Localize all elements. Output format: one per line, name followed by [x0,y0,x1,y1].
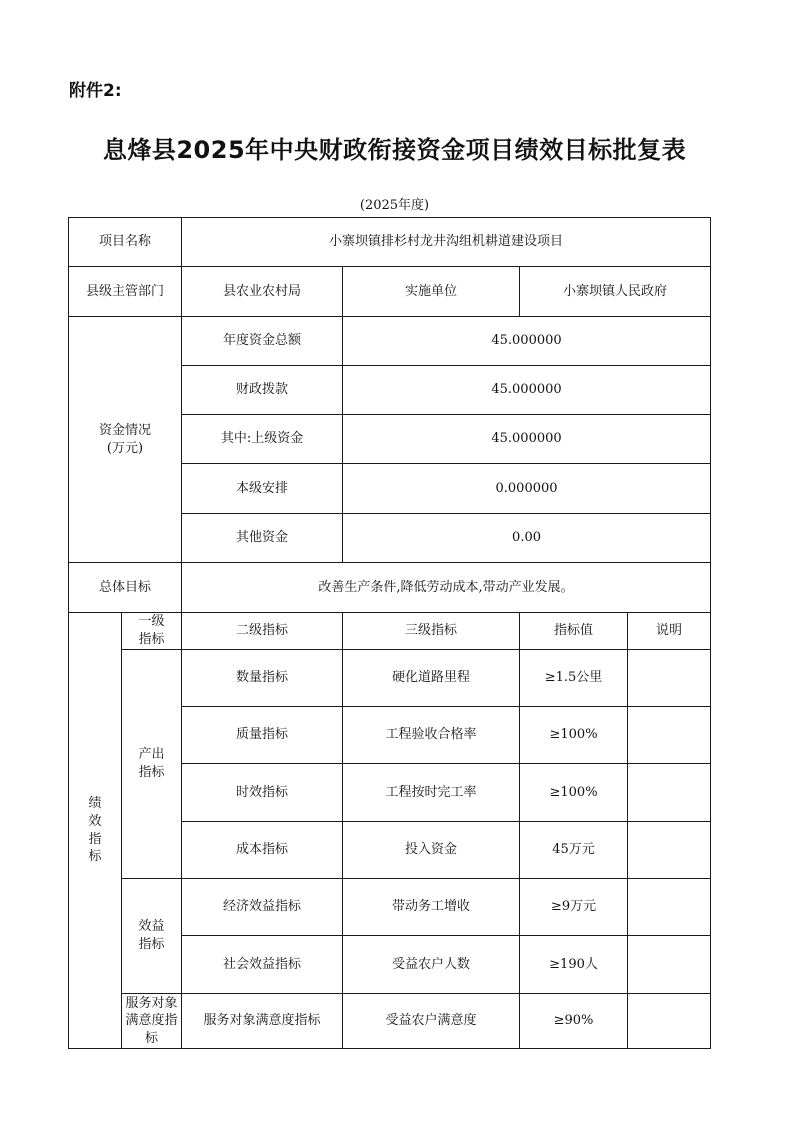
level2-cell: 时效指标 [182,764,343,822]
funds-label-line2: (万元) [106,440,144,456]
note-cell [628,822,711,879]
funds-row-label: 其他资金 [182,514,343,563]
level2-cell: 质量指标 [182,707,343,764]
funds-row [69,317,711,366]
note-cell [628,707,711,764]
indicator-row [69,879,711,936]
value-cell: ≥100% [520,764,628,822]
level2-cell: 数量指标 [182,650,343,707]
value-cell: ≥90% [520,994,628,1049]
note-cell [628,764,711,822]
project-name-value: 小寨坝镇排杉村龙井沟组机耕道建设项目 [182,218,711,267]
performance-table [68,217,711,1049]
funds-label-line1: 资金情况 [99,422,152,438]
project-name-label: 项目名称 [69,218,182,267]
page-title: 息烽县2025年中央财政衔接资金项目绩效目标批复表 [102,136,687,164]
note-cell [628,936,711,994]
output-label-line2: 指标 [138,765,165,780]
value-cell: ≥1.5公里 [520,650,628,707]
performance-label-char: 标 [88,849,102,865]
funds-row-label: 其中:上级资金 [182,415,343,464]
note-cell [628,994,711,1049]
level1-header [122,613,182,650]
value-header: 指标值 [520,613,628,650]
benefit-indicators-label [122,879,182,994]
department-row [69,267,711,317]
funds-label [69,317,182,563]
funds-row-label: 财政拨款 [182,366,343,415]
funds-row-value: 45.000000 [343,366,711,415]
output-indicators-label [122,650,182,879]
value-cell: ≥9万元 [520,879,628,936]
level3-cell: 硬化道路里程 [343,650,520,707]
project-name-row [69,218,711,267]
implementing-unit-value: 小寨坝镇人民政府 [520,267,711,317]
value-cell: ≥190人 [520,936,628,994]
overall-goal-row [69,563,711,613]
level2-header: 二级指标 [182,613,343,650]
implementing-unit-label: 实施单位 [343,267,520,317]
performance-indicators-label [69,613,122,1049]
benefit-label-line1: 效益 [138,919,165,935]
level3-cell: 工程按时完工率 [343,764,520,822]
level3-cell: 投入资金 [343,822,520,879]
level2-cell: 服务对象满意度指标 [182,994,343,1049]
satisfaction-label-line2: 满意度指 [125,1013,178,1029]
level1-header-line2: 指标 [138,632,165,647]
note-header: 说明 [628,613,711,650]
indicator-row [69,994,711,1049]
funds-row-label: 本级安排 [182,464,343,514]
performance-label-char: 绩 [88,796,102,812]
performance-label-char: 指 [88,831,102,847]
level2-cell: 经济效益指标 [182,879,343,936]
indicator-row [69,650,711,707]
level3-cell: 受益农户满意度 [343,994,520,1049]
funds-row-value: 45.000000 [343,415,711,464]
satisfaction-label-line1: 服务对象 [125,995,178,1011]
value-cell: 45万元 [520,822,628,879]
department-value: 县农业农村局 [182,267,343,317]
funds-row-value: 45.000000 [343,317,711,366]
indicator-header-row [69,613,711,650]
department-label: 县级主管部门 [69,267,182,317]
performance-label-char: 效 [88,813,102,829]
satisfaction-indicators-label [122,994,182,1049]
year-label: (2025年度) [359,198,430,213]
note-cell [628,650,711,707]
level3-cell: 工程验收合格率 [343,707,520,764]
funds-row-value: 0.00 [343,514,711,563]
overall-goal-label: 总体目标 [69,563,182,613]
level3-cell: 带动务工增收 [343,879,520,936]
level2-cell: 成本指标 [182,822,343,879]
level2-cell: 社会效益指标 [182,936,343,994]
benefit-label-line2: 指标 [138,937,165,952]
value-cell: ≥100% [520,707,628,764]
output-label-line1: 产出 [138,747,165,763]
satisfaction-label-line3: 标 [145,1030,159,1046]
funds-row-label: 年度资金总额 [182,317,343,366]
level3-cell: 受益农户人数 [343,936,520,994]
level1-header-line1: 一级 [138,614,165,630]
note-cell [628,879,711,936]
attachment-label: 附件2: [69,81,122,101]
overall-goal-value: 改善生产条件,降低劳动成本,带动产业发展。 [182,563,711,613]
funds-row-value: 0.000000 [343,464,711,514]
level3-header: 三级指标 [343,613,520,650]
